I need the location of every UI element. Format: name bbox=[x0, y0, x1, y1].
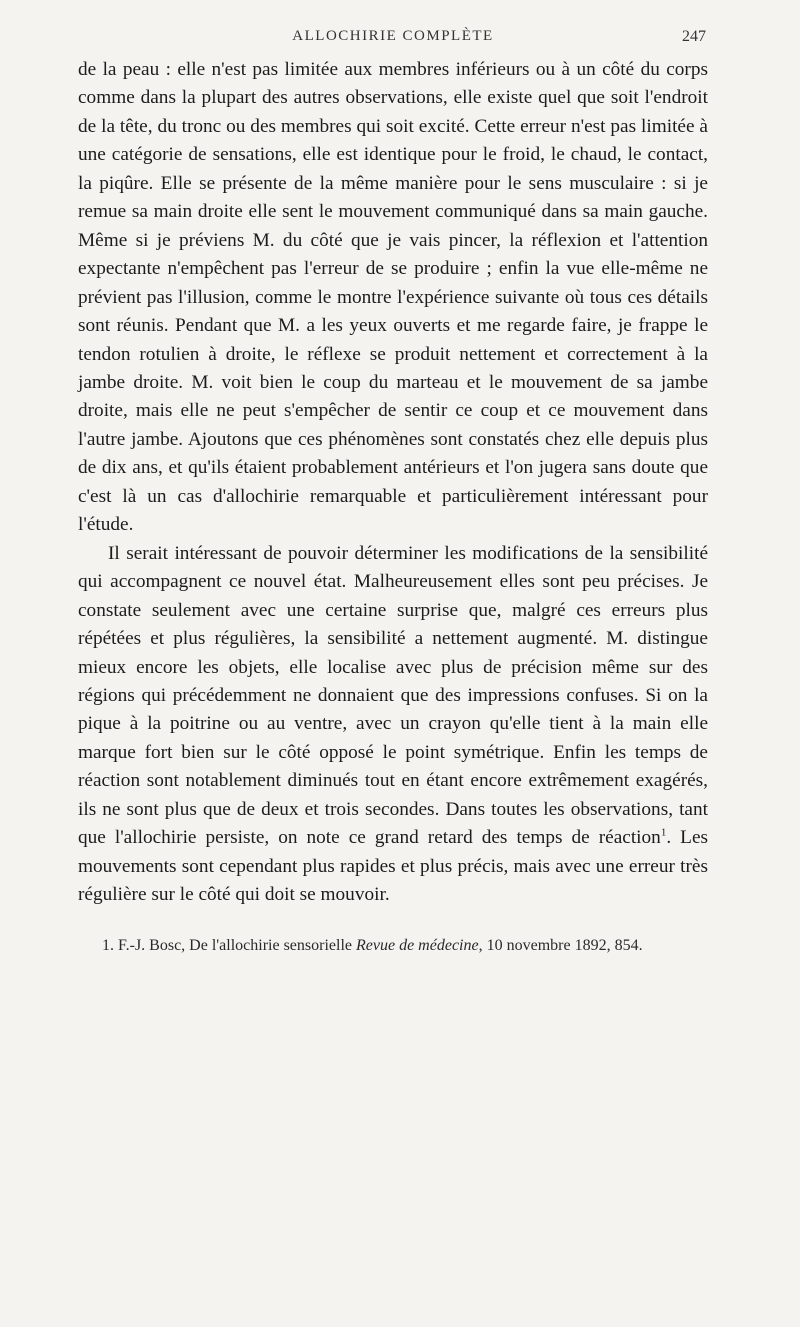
paragraph-2 bbox=[78, 540, 708, 910]
paragraph-2-text: Il serait intéressant de pouvoir déterminer les modifications de la sensibilité qui accompagnent ce nouvel état. Malheureusement elles sont peu précises. Je constate seulement avec une certaine surprise que, malgré ces erreurs plus répétées et plus régulières, la sensibilité a nettement augmenté. M. distingue mieux encore les objets, elle localise avec plus de précision même sur des régions qui précédemment ne donnaient que des impressions confuses. Si on la pique à la poitrine ou au ventre, avec un crayon qu'elle tient à la main elle marque fort bien sur le côté opposé le point symétrique. Enfin les temps de réaction sont notablement diminués tout en étant encore extrêmement exagérés, ils ne sont plus que de deux et trois secondes. Dans toutes les observations, tant que l'allochirie persiste, on note ce grand retard des temps de réaction bbox=[78, 542, 708, 849]
book-page bbox=[78, 20, 708, 957]
footnote-1 bbox=[78, 934, 708, 957]
footnote-details: , 10 novembre 1892, 854. bbox=[478, 936, 643, 954]
paragraph-1: de la peau : elle n'est pas limitée aux membres inférieurs ou à un côté du corps comme dans la plupart des autres observations, elle existe quel que soit l'endroit de la tête, du tronc ou des membres qui soit excité. Cette erreur n'est pas limitée à une catégorie de sensations, elle est identique pour le froid, le chaud, le contact, la piqûre. Elle se présente de la même manière pour le sens musculaire : si je remue sa main droite elle sent le mouvement communiqué dans sa main gauche. Même si je préviens M. du côté que je vais pincer, la réflexion et l'attention expectante n'empêchent pas l'erreur de se produire ; enfin la vue elle-même ne prévient pas l'illusion, comme le montre l'expérience suivante où tous ces détails sont réunis. Pendant que M. a les yeux ouverts et me regarde faire, je frappe le tendon rotulien à droite, le réflexe se produit nettement et correctement à la jambe droite. M. voit bien le coup du marteau et le mouvement de sa jambe droite, mais elle ne peut s'empêcher de sentir ce coup et ce mouvement dans l'autre jambe. Ajoutons que ces phénomènes sont constatés chez elle depuis plus de dix ans, et qu'ils étaient probablement antérieurs et l'on jugera sans doute que c'est là un cas d'allochirie remarquable et particulièrement intéressant pour l'étude. bbox=[78, 59, 708, 536]
paragraph-2-tail: . Les mouvements sont cependant plus rapides et plus précis, mais avec une erreur très régulière sur le côté qui doit se mouvoir. bbox=[78, 827, 708, 906]
footnote-reference: 1 bbox=[660, 826, 667, 839]
footnote-author: F.-J. Bosc, De l'allochirie sensorielle bbox=[118, 936, 352, 954]
running-header bbox=[78, 20, 708, 50]
footnote-journal: Revue de médecine bbox=[356, 936, 479, 954]
footnotes bbox=[78, 934, 708, 957]
page-number: 247 bbox=[682, 28, 706, 45]
running-title: ALLOCHIRIE COMPLÈTE bbox=[292, 28, 494, 44]
footnote-number: 1. bbox=[102, 936, 114, 954]
body-text bbox=[78, 56, 708, 910]
